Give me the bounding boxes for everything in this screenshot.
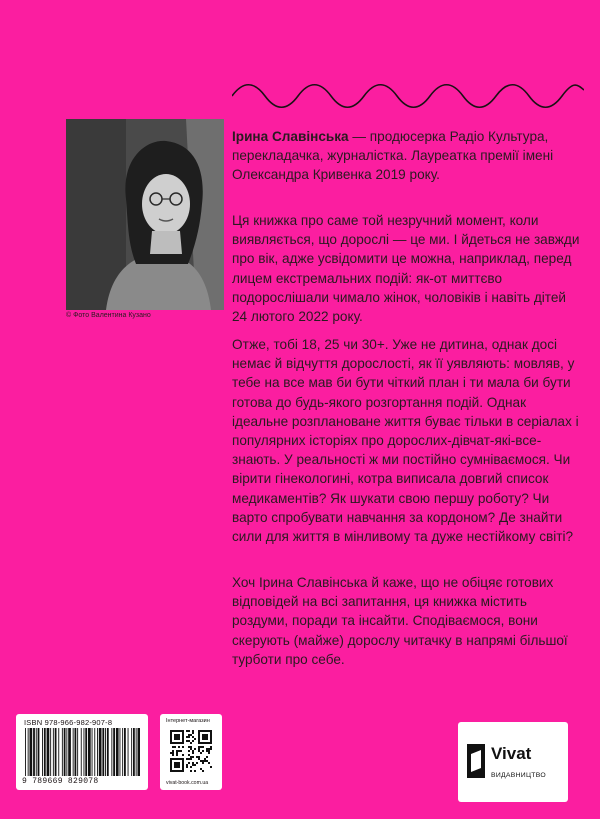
qr-label: Інтернет-магазин	[166, 718, 210, 724]
qr-url: vivat-book.com.ua	[166, 780, 209, 786]
paragraph-2: Отже, тобі 18, 25 чи 30+. Уже не дитина, однак досі немає й відчуття дорослості, як її уявляють: мовляв, у тебе на все мав би бути чіткий план і ти мала би бути готова до будь-якого розгортання подій. Однак ідеальне розплановане життя буває тільки в серіалах і популярних історіях про дорослих-дівчат-які-все-знають. У реальності ж ми постійно сумніваємося. Чи вірити гінекологині, котра виписала довгий список медикаментів? Як шукати свою першу роботу? Чи варто спробувати навчання за кордоном? Де знайти сили для життя в мінливому та дуже нестійкому світі?	[232, 337, 579, 545]
isbn-label: ISBN 978-966-982-907-8	[24, 718, 113, 727]
publisher-subtitle: ВИДАВНИЦТВО	[491, 772, 546, 779]
paragraph-3: Хоч Ірина Славінська й каже, що не обіцяє готових відповідей на всі запитання, ця книжка містить роздуми, поради та інсайти. Сподіваємося, вони скерують (майже) дорослу читачку в напрямі більшої турботи про себе.	[232, 575, 568, 667]
publisher-name: Vivat	[491, 744, 532, 763]
author-name: Ірина Славінська	[232, 129, 349, 144]
author-bio	[232, 127, 584, 185]
qr-panel	[160, 714, 222, 790]
decorative-wave	[232, 76, 584, 116]
vivat-logo-icon	[467, 744, 485, 778]
publisher-logo	[458, 722, 568, 802]
barcode-digits: 9 789669 829078	[22, 777, 99, 786]
qr-code	[170, 730, 212, 772]
barcode-bars	[24, 728, 140, 778]
paragraph-1: Ця книжка про саме той незручний момент, коли виявляється, що дорослі — це ми. І йдеться не завжди про вік, адже усвідомити це можна, наприклад, перед лицем екстремальних подій: як-от миттєво подорослішали чимало жінок, чоловіків і навіть дітей 24 лютого 2022 року.	[232, 213, 580, 325]
photo-credit: © Фото Валентина Кузано	[66, 312, 151, 319]
author-photo	[66, 119, 224, 310]
barcode-panel	[16, 714, 148, 790]
bio-text: — продюсерка Радіо Культура, перекладачка, журналістка. Лауреатка премії імені Олександра Кривенка 2019 року.	[232, 129, 554, 183]
